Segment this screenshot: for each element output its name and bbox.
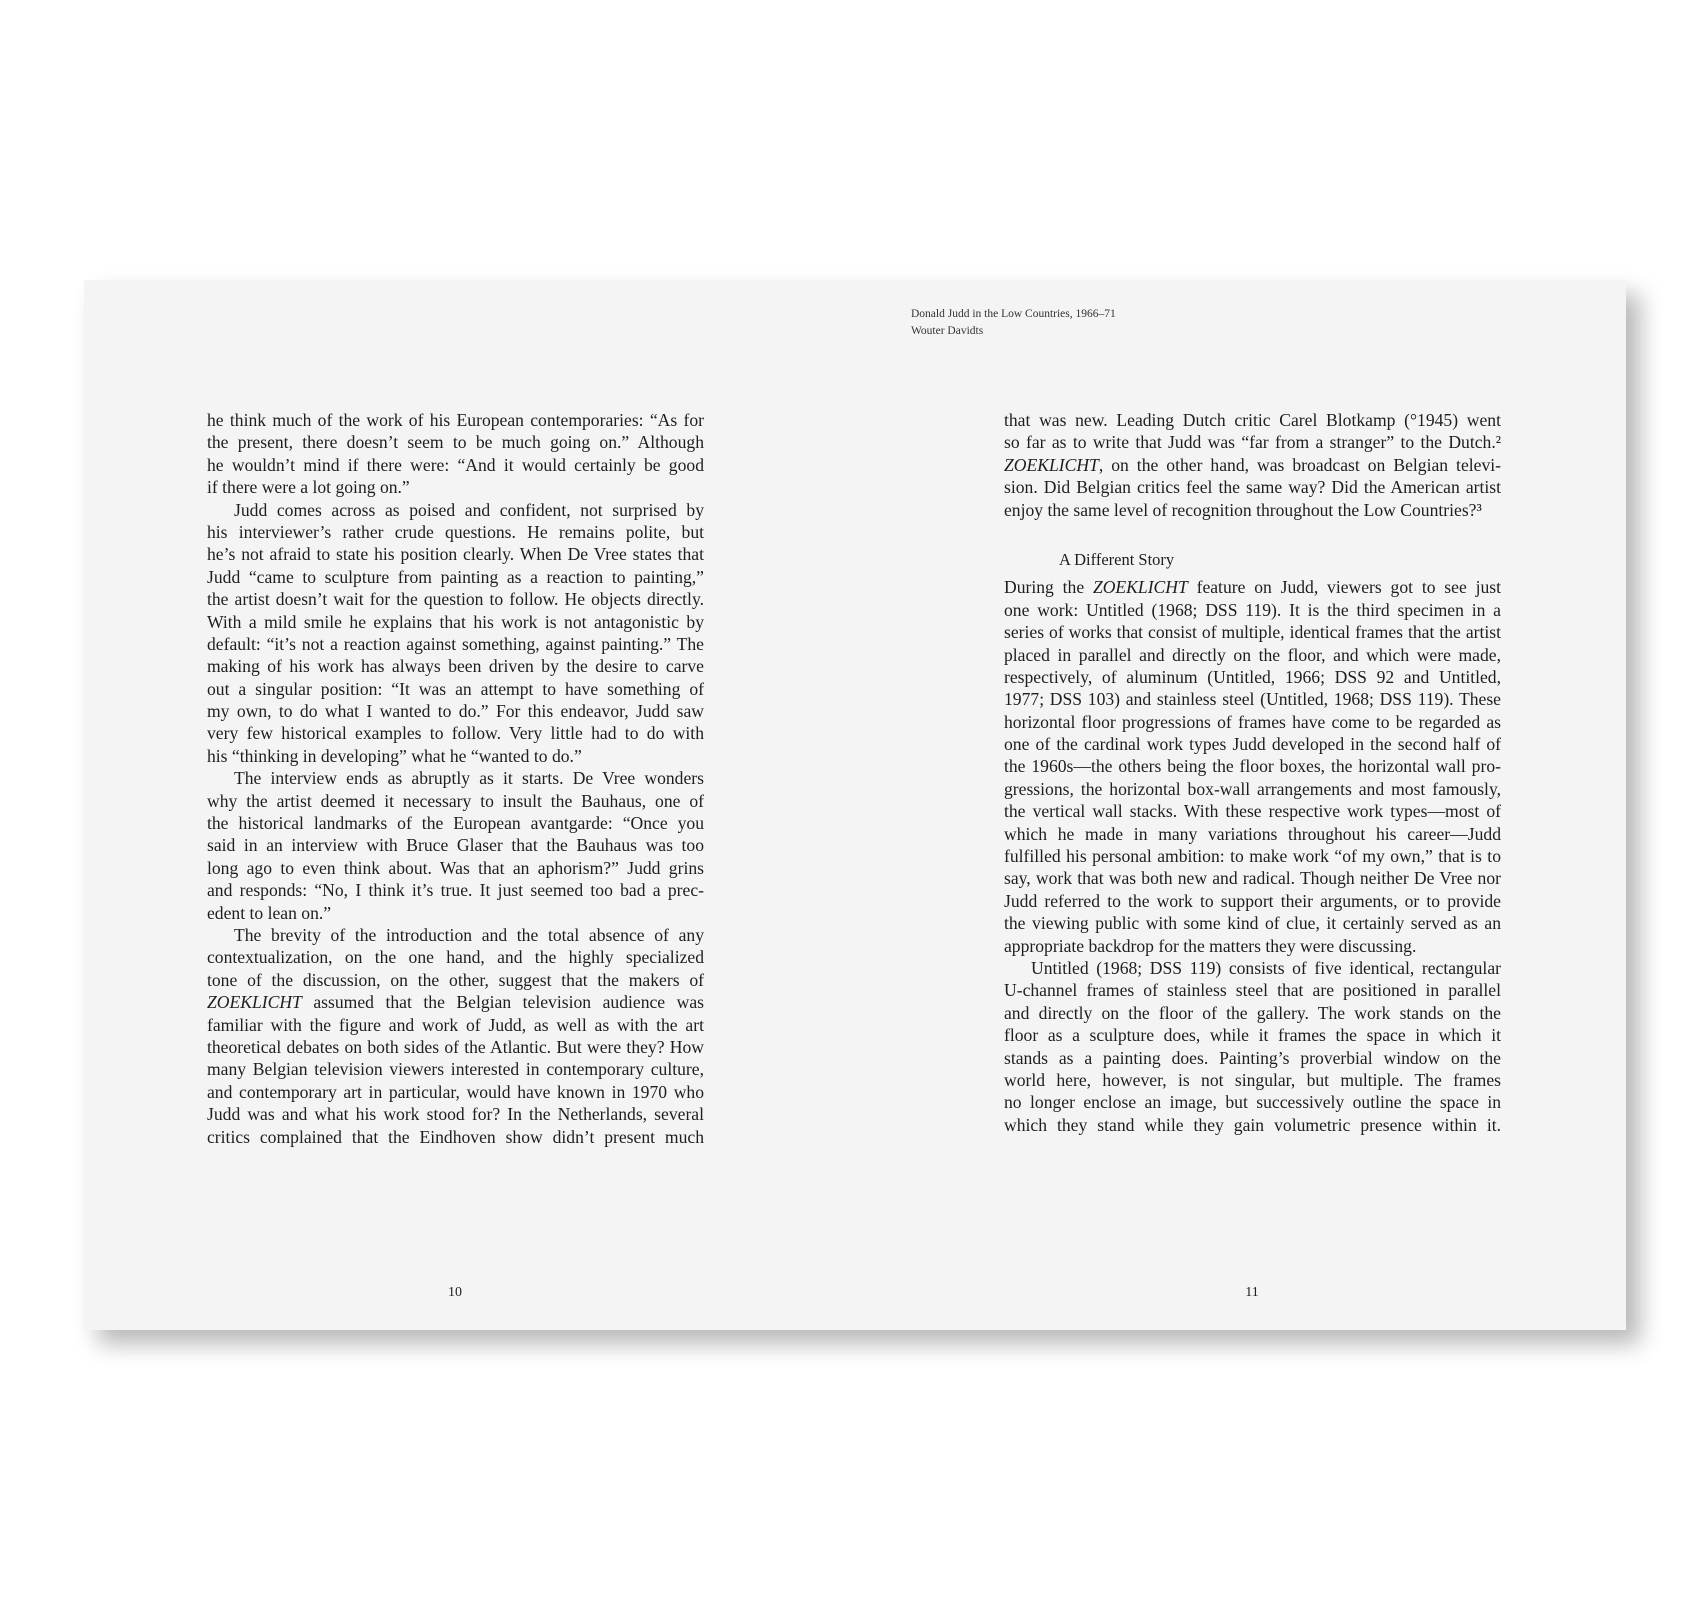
running-header-title: Donald Judd in the Low Countries, 1966–71 (911, 308, 1116, 320)
text-line: stands as a painting does. Painting’s proverbial window on the (1004, 1047, 1501, 1068)
text-line: critics complained that the Eindhoven show didn’t present much (207, 1126, 704, 1147)
section-heading: A Different Story (1059, 549, 1175, 569)
paragraph (207, 499, 704, 768)
text-line: many Belgian television viewers interested in contemporary culture, (207, 1059, 704, 1080)
text-line: The brevity of the introduction and the total absence of any (234, 924, 704, 945)
text-line: series of works that consist of multiple, identical frames that the artist (1004, 622, 1501, 643)
text-line: if there were a lot going on.” (207, 477, 410, 498)
text-line: and contemporary art in particular, would have known in 1970 who (207, 1081, 704, 1102)
text-line: theoretical debates on both sides of the Atlantic. But were they? How (207, 1036, 704, 1057)
text-line: enjoy the same level of recognition throughout the Low Countries?³ (1004, 499, 1482, 520)
text-line: 1977; DSS 103) and stainless steel (Untitled, 1968; DSS 119). These (1004, 689, 1501, 710)
text-line: the vertical wall stacks. With these respective work types—most of (1004, 801, 1501, 822)
text-line: the viewing public with some kind of clue, it certainly served as an (1004, 913, 1501, 934)
text-line: out a singular position: “It was an attempt to have something of (207, 678, 704, 699)
text-line: say, work that was both new and radical. Though neither De Vree nor (1004, 868, 1501, 889)
text-line: sion. Did Belgian critics feel the same way? Did the American artist (1004, 477, 1501, 498)
right-page-number: 11 (1245, 1285, 1259, 1300)
text-line: familiar with the figure and work of Judd, as well as with the art (207, 1014, 704, 1035)
text-line: his “thinking in developing” what he “wanted to do.” (207, 745, 582, 766)
paragraph (1004, 409, 1501, 521)
text-line: which he made in many variations throughout his career—Judd (1004, 823, 1501, 844)
italic-title: ZOEKLICHT (1004, 454, 1099, 475)
text-line: contextualization, on the one hand, and the highly specialized (207, 947, 704, 968)
text-line: which they stand while they gain volumetric presence within it. (1004, 1114, 1501, 1135)
text-line: and responds: “No, I think it’s true. It just seemed too bad a prec- (207, 880, 704, 901)
paragraph (207, 924, 704, 1148)
text-line: that was new. Leading Dutch critic Carel Blotkamp (°1945) went (1004, 410, 1501, 430)
text-segment: During the (1004, 577, 1093, 598)
italic-title: ZOEKLICHT (207, 992, 302, 1013)
text-segment: assumed that the Belgian television audience was (301, 992, 704, 1013)
text-line (1004, 576, 1501, 598)
text-line: very few historical examples to follow. Very little had to do with (207, 723, 704, 744)
text-line: making of his work has always been driven by the desire to carve (207, 656, 704, 677)
text-line: Judd was and what his work stood for? In the Netherlands, several (207, 1104, 704, 1125)
text-line: fulfilled his personal ambition: to make work “of my own,” that is to (1004, 846, 1501, 867)
text-line: The interview ends as abruptly as it starts. De Vree wonders (234, 768, 704, 789)
paragraph (1004, 957, 1501, 1136)
text-line: he wouldn’t mind if there were: “And it would certainly be good (207, 454, 704, 475)
text-line: the historical landmarks of the European avantgarde: “Once you (207, 813, 704, 834)
right-page-text-column (1004, 409, 1501, 1136)
text-line: the 1960s—the others being the floor boxes, the horizontal wall pro- (1004, 756, 1501, 777)
text-line (207, 991, 704, 1013)
text-line: my own, to do what I wanted to do.” For this endeavor, Judd saw (207, 701, 704, 722)
text-line (1004, 454, 1501, 476)
running-header (911, 306, 1116, 340)
text-line: floor as a sculpture does, while it frames the space in which it (1004, 1025, 1501, 1046)
text-line: gressions, the horizontal box-wall arrangements and most famously, (1004, 778, 1501, 799)
paragraph (1004, 576, 1501, 957)
running-header-author: Wouter Davidts (911, 325, 984, 337)
text-line: why the artist deemed it necessary to insult the Bauhaus, one of (207, 790, 704, 811)
text-line: he’s not afraid to state his position clearly. When De Vree states that (207, 544, 704, 565)
text-line: appropriate backdrop for the matters they were discussing. (1004, 935, 1417, 956)
text-line: long ago to even think about. Was that an aphorism?” Judd grins (207, 857, 704, 878)
text-line: his interviewer’s rather crude questions. He remains polite, but (207, 521, 704, 542)
text-line: tone of the discussion, on the other, suggest that the makers of (207, 969, 704, 990)
text-segment: , on the other hand, was broadcast on Belgian televi- (1098, 454, 1501, 475)
left-page-number: 10 (448, 1285, 462, 1300)
text-line: one of the cardinal work types Judd developed in the second half of (1004, 734, 1501, 755)
text-line: the artist doesn’t wait for the question to follow. He objects directly. (207, 589, 704, 610)
text-segment: feature on Judd, viewers got to see just (1187, 577, 1501, 598)
text-line: Judd comes across as poised and confident, not surprised by (234, 499, 704, 520)
text-line: edent to lean on.” (207, 902, 332, 923)
text-line: one work: Untitled (1968; DSS 119). It is the third specimen in a (1004, 599, 1501, 620)
text-line: he think much of the work of his European contemporaries: “As for (207, 410, 704, 430)
text-line: so far as to write that Judd was “far from a stranger” to the Dutch.² (1004, 432, 1501, 453)
text-line: default: “it’s not a reaction against something, against painting.” The (207, 633, 704, 654)
text-line: Untitled (1968; DSS 119) consists of five identical, rectangular (1031, 957, 1501, 978)
text-line: no longer enclose an image, but successively outline the space in (1004, 1092, 1501, 1113)
text-line: Judd referred to the work to support their arguments, or to provide (1004, 890, 1501, 911)
text-line: horizontal floor progressions of frames have come to be regarded as (1004, 711, 1501, 732)
paragraph (207, 767, 704, 924)
italic-title: ZOEKLICHT (1092, 577, 1188, 598)
text-line: the present, there doesn’t seem to be much going on.” Although (207, 432, 704, 453)
text-line: placed in parallel and directly on the floor, and which were made, (1004, 644, 1501, 665)
left-page-text-column (207, 409, 704, 1148)
text-line: Judd “came to sculpture from painting as a reaction to painting,” (207, 566, 704, 587)
text-line: With a mild smile he explains that his work is not antagonistic by (207, 611, 704, 632)
text-line: said in an interview with Bruce Glaser that the Bauhaus was too (207, 835, 704, 856)
text-line: U-channel frames of stainless steel that are positioned in parallel (1004, 980, 1501, 1001)
text-line: world here, however, is not singular, but multiple. The frames (1004, 1069, 1501, 1090)
text-line: and directly on the floor of the gallery. The work stands on the (1004, 1002, 1501, 1023)
paragraph (207, 409, 704, 499)
text-line: respectively, of aluminum (Untitled, 1966; DSS 92 and Untitled, (1004, 666, 1501, 687)
